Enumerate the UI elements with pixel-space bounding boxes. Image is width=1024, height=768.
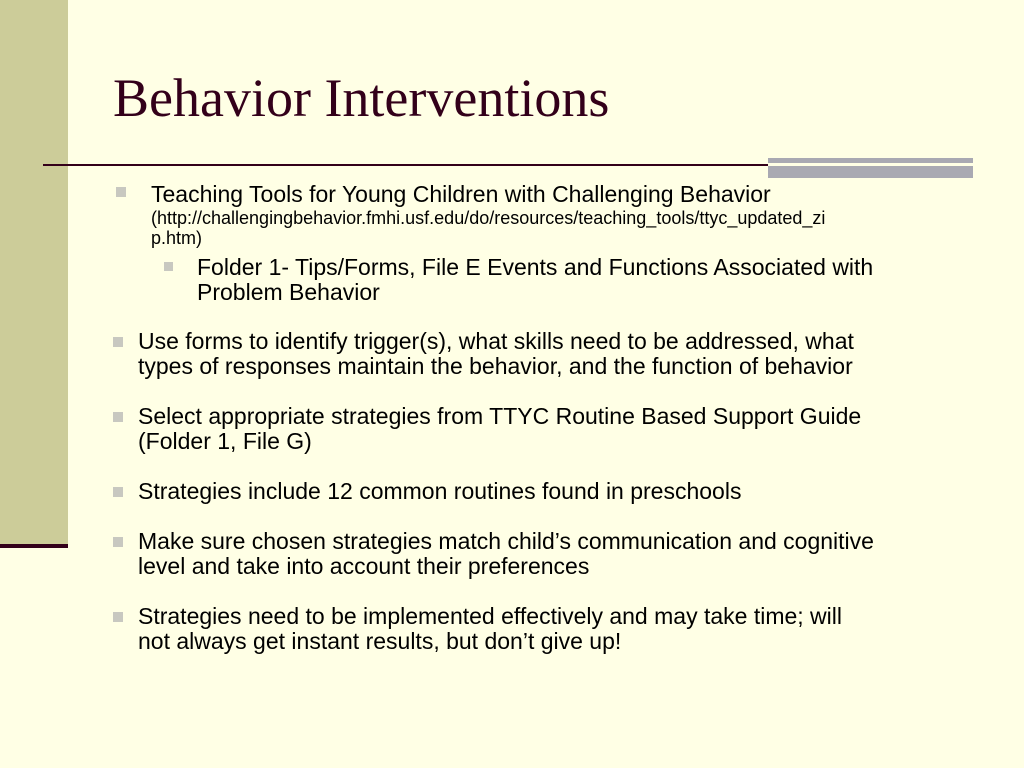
- title-accent-bar-stripe: [768, 163, 973, 166]
- sub-bullet-line-2: Problem Behavior: [197, 279, 380, 305]
- bullet-4-line-1: Strategies include 12 common routines found in preschools: [138, 478, 742, 504]
- bullet-6-line-2: not always get instant results, but don’t give up!: [138, 628, 622, 654]
- sub-bullet-square-icon: [164, 262, 173, 271]
- bullet-1-line-1: Teaching Tools for Young Children with Challenging Behavior: [151, 181, 771, 207]
- bullet-5-line-1: Make sure chosen strategies match child’s communication and cognitive: [138, 528, 874, 554]
- left-decorative-bar: [0, 0, 68, 548]
- bullet-2-line-1: Use forms to identify trigger(s), what skills need to be addressed, what: [138, 328, 854, 354]
- bullet-square-icon: [116, 187, 126, 197]
- bullet-square-icon: [113, 487, 123, 497]
- bullet-3-line-2: (Folder 1, File G): [138, 428, 312, 454]
- bullet-6-line-1: Strategies need to be implemented effectively and may take time; will: [138, 603, 842, 629]
- sub-bullet-line-1: Folder 1- Tips/Forms, File E Events and Functions Associated with: [197, 254, 874, 280]
- title-accent-bar: [768, 158, 973, 178]
- bullet-1-url-line-2: p.htm): [151, 228, 203, 248]
- title-divider: [43, 164, 769, 166]
- bullet-square-icon: [113, 412, 123, 422]
- bullet-square-icon: [113, 337, 123, 347]
- left-bar-accent-line: [0, 544, 68, 548]
- bullet-square-icon: [113, 612, 123, 622]
- bullet-2-line-2: types of responses maintain the behavior, and the function of behavior: [138, 353, 853, 379]
- slide-title: Behavior Interventions: [113, 68, 610, 128]
- bullet-square-icon: [113, 537, 123, 547]
- bullet-3-line-1: Select appropriate strategies from TTYC Routine Based Support Guide: [138, 403, 862, 429]
- bullet-5-line-2: level and take into account their preferences: [138, 553, 590, 579]
- bullet-1-url-line-1: (http://challengingbehavior.fmhi.usf.edu/do/resources/teaching_tools/ttyc_updated_zi: [151, 208, 826, 228]
